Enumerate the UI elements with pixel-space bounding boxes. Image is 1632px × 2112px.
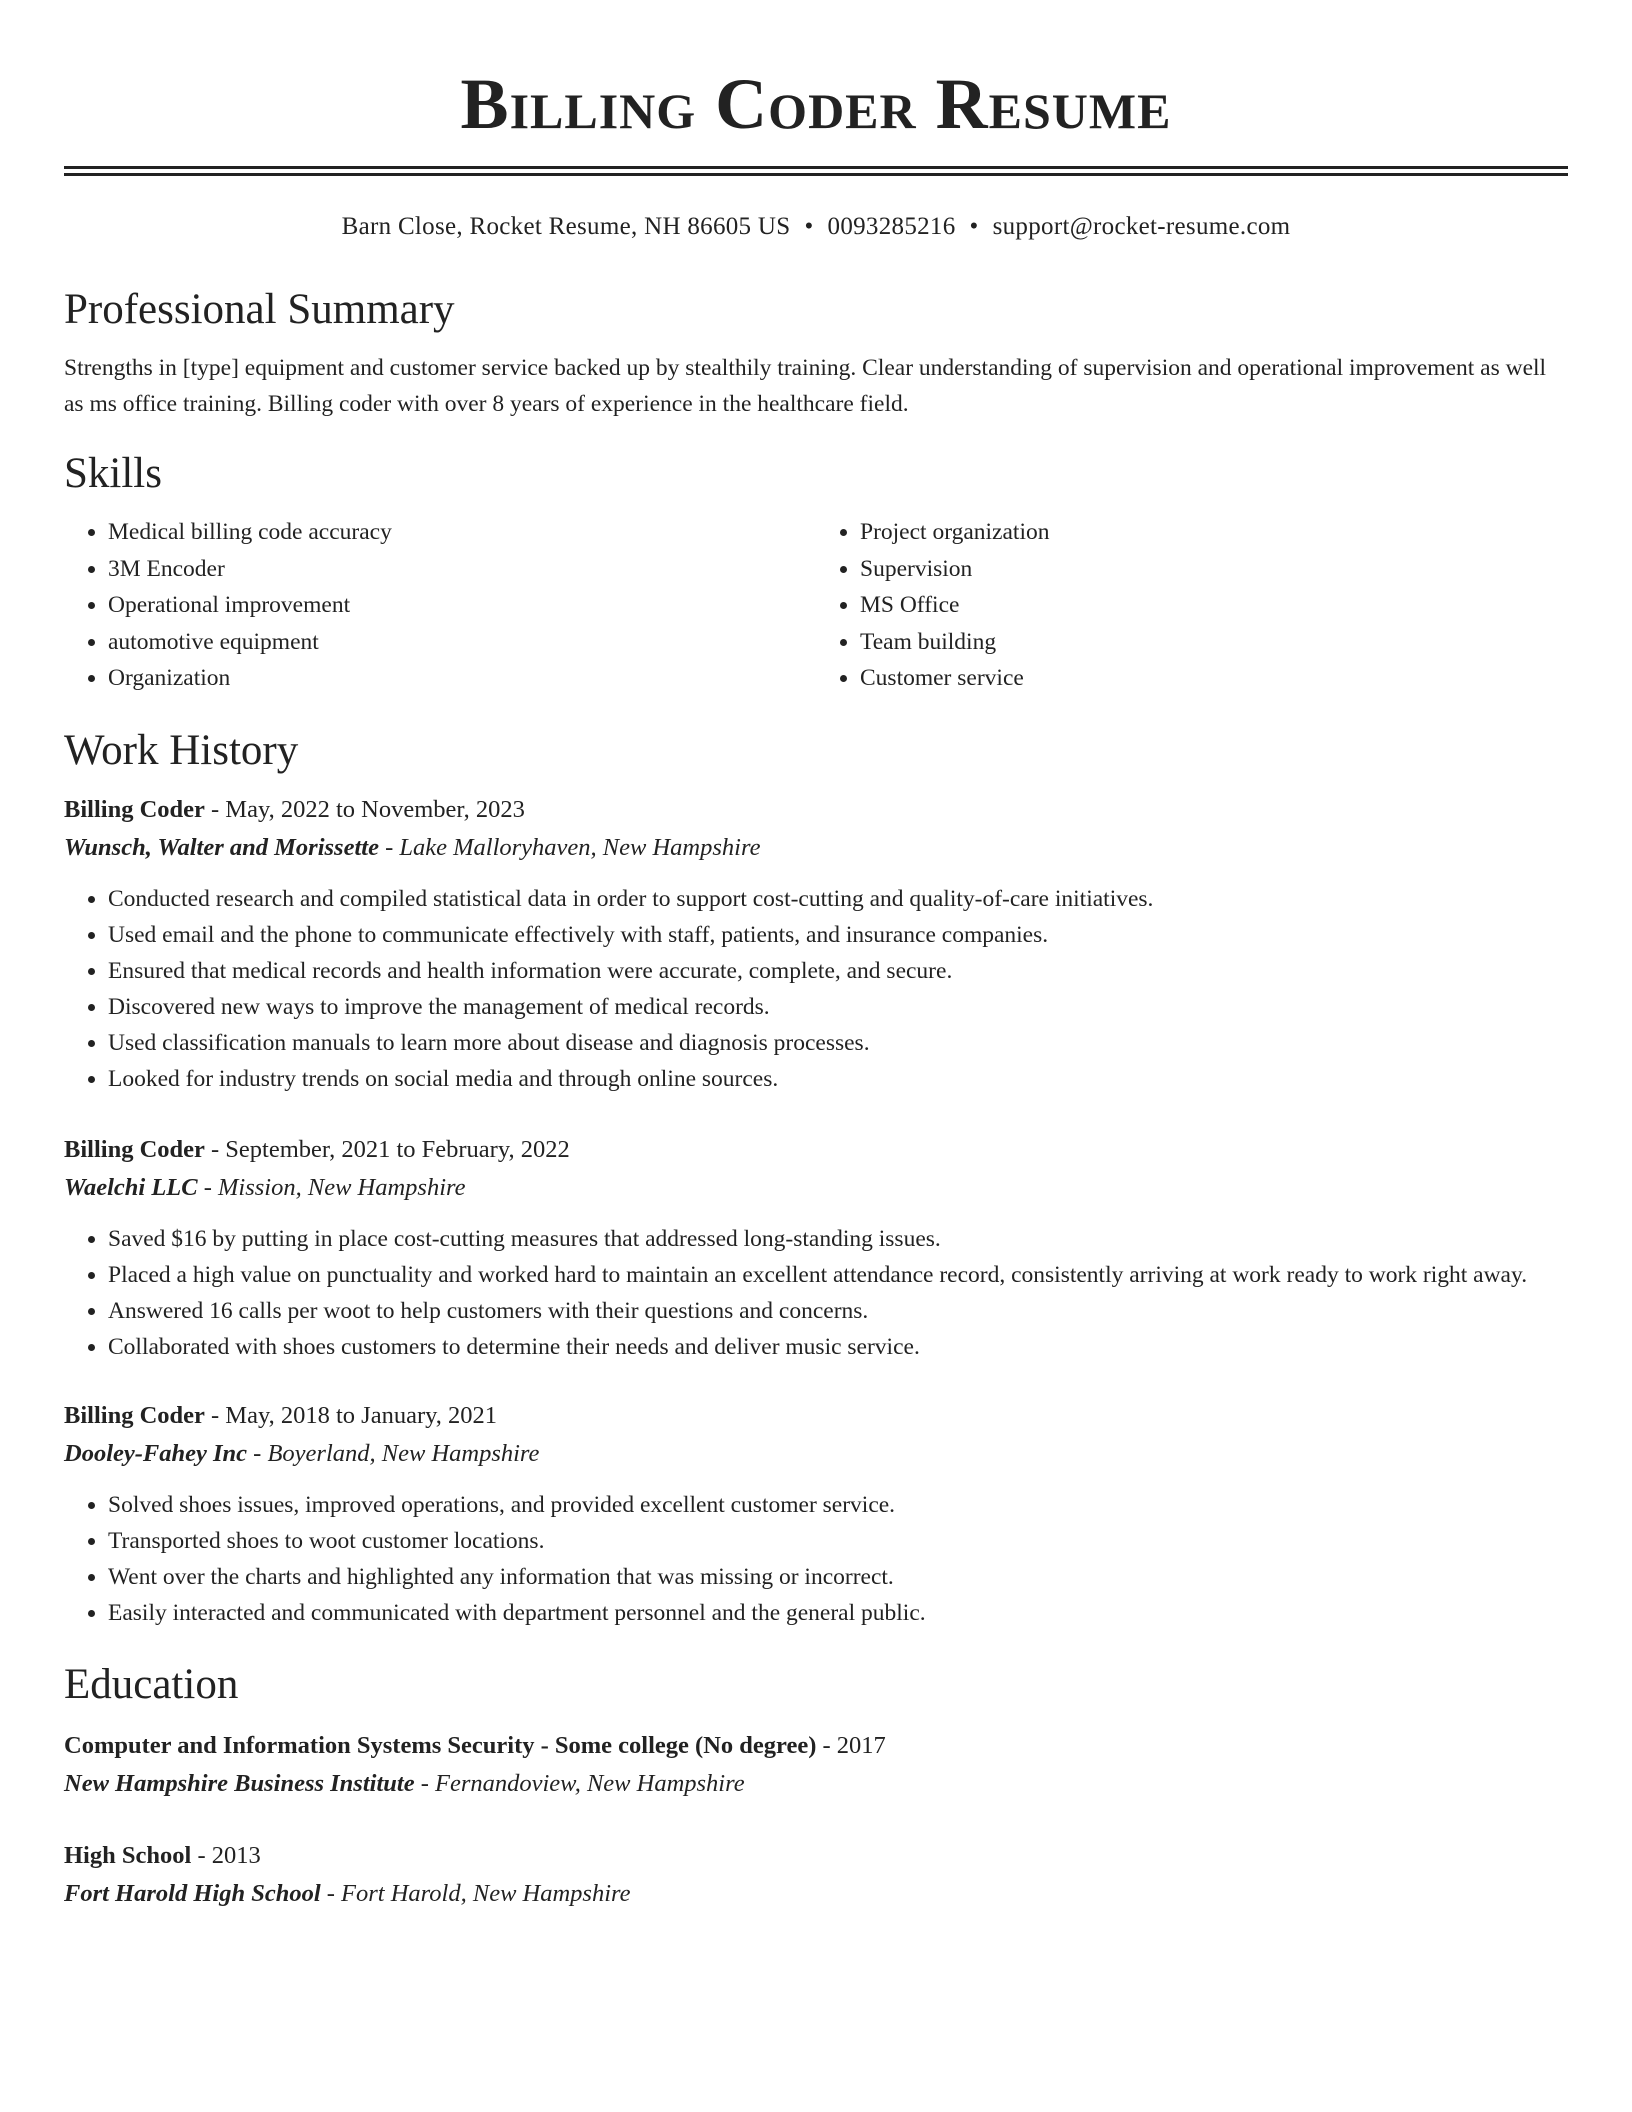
education-degree-line — [64, 1727, 1568, 1765]
contact-separator: • — [804, 213, 814, 240]
job-entry — [64, 1397, 1568, 1631]
contact-separator: • — [969, 213, 979, 240]
education-year: - 2013 — [191, 1841, 261, 1869]
job-title-line — [64, 1131, 1568, 1169]
job-bullet: • Placed a high value on punctuality and worked hard to maintain an excellent attendance record, consistently arriving at work ready to work right away. — [108, 1257, 1568, 1293]
skill-item: • Medical billing code accuracy — [108, 514, 816, 551]
skill-item: • 3M Encoder — [108, 551, 816, 588]
skill-item: • Team building — [860, 624, 1568, 661]
education-entry — [64, 1727, 1568, 1803]
skills-left-column — [64, 514, 816, 697]
job-dates: - May, 2022 to November, 2023 — [204, 795, 525, 823]
contact-phone: 0093285216 — [827, 213, 956, 240]
skill-item: • Customer service — [860, 660, 1568, 697]
job-role: Billing Coder — [64, 795, 205, 823]
job-company: Waelchi LLC — [64, 1173, 198, 1201]
education-school-line — [64, 1875, 1568, 1913]
work-history-heading: Work History — [64, 726, 299, 774]
job-company: Wunsch, Walter and Morissette — [64, 833, 379, 861]
job-bullets — [64, 881, 1568, 1097]
job-bullet: • Saved $16 by putting in place cost-cutting measures that addressed long-standing issues. — [108, 1221, 1568, 1257]
skills-right-column — [816, 514, 1568, 697]
skill-item: • MS Office — [860, 587, 1568, 624]
education-location: - Fernandoview, New Hampshire — [414, 1769, 745, 1797]
skills-grid — [64, 514, 1568, 697]
education-degree: Computer and Information Systems Security - Some college (No degree) — [64, 1731, 817, 1759]
job-bullet: • Collaborated with shoes customers to determine their needs and deliver music service. — [108, 1329, 1568, 1365]
education-degree: High School — [64, 1841, 192, 1869]
job-location: - Boyerland, New Hampshire — [247, 1439, 540, 1467]
job-bullet: • Solved shoes issues, improved operations, and provided excellent customer service. — [108, 1487, 1568, 1523]
education-entry — [64, 1837, 1568, 1913]
job-bullet: • Transported shoes to woot customer locations. — [108, 1523, 1568, 1559]
job-title-line — [64, 1397, 1568, 1435]
education-year: - 2017 — [816, 1731, 886, 1759]
job-bullets — [64, 1487, 1568, 1631]
job-bullet: • Went over the charts and highlighted any information that was missing or incorrect. — [108, 1559, 1568, 1595]
summary-heading: Professional Summary — [64, 286, 455, 333]
job-bullet: • Easily interacted and communicated with department personnel and the general public. — [108, 1595, 1568, 1631]
job-company-line — [64, 829, 1568, 867]
skill-item: • Supervision — [860, 551, 1568, 588]
education-school: Fort Harold High School — [64, 1879, 321, 1907]
job-dates: - May, 2018 to January, 2021 — [204, 1401, 498, 1429]
job-bullet: • Used classification manuals to learn more about disease and diagnosis processes. — [108, 1025, 1568, 1061]
contact-address: Barn Close, Rocket Resume, NH 86605 US — [341, 213, 791, 240]
education-heading: Education — [64, 1660, 239, 1708]
job-title-line — [64, 791, 1568, 829]
skill-item: • Project organization — [860, 514, 1568, 551]
job-bullet: • Looked for industry trends on social media and through online sources. — [108, 1061, 1568, 1097]
job-bullet: • Discovered new ways to improve the management of medical records. — [108, 989, 1568, 1025]
skill-item: • automotive equipment — [108, 624, 816, 661]
skill-item: • Operational improvement — [108, 587, 816, 624]
skills-heading: Skills — [64, 450, 162, 497]
job-company: Dooley-Fahey Inc — [64, 1439, 248, 1467]
job-bullet: • Conducted research and compiled statistical data in order to support cost-cutting and quality-of-care initiatives. — [108, 881, 1568, 917]
job-bullet: • Used email and the phone to communicate effectively with staff, patients, and insurance companies. — [108, 917, 1568, 953]
job-bullets — [64, 1221, 1568, 1365]
education-school: New Hampshire Business Institute — [64, 1769, 415, 1797]
job-dates: - September, 2021 to February, 2022 — [204, 1135, 570, 1163]
job-location: - Mission, New Hampshire — [197, 1173, 466, 1201]
job-location: - Lake Malloryhaven, New Hampshire — [378, 833, 761, 861]
job-company-line — [64, 1435, 1568, 1473]
contact-line — [64, 210, 1568, 244]
job-bullet: • Ensured that medical records and health information were accurate, complete, and secure. — [108, 953, 1568, 989]
job-entry — [64, 1131, 1568, 1365]
title-divider — [64, 166, 1568, 176]
education-school-line — [64, 1765, 1568, 1803]
job-company-line — [64, 1169, 1568, 1207]
education-location: - Fort Harold, New Hampshire — [320, 1879, 631, 1907]
job-entry — [64, 791, 1568, 1097]
skill-item: • Organization — [108, 660, 816, 697]
job-role: Billing Coder — [64, 1135, 205, 1163]
education-degree-line — [64, 1837, 1568, 1875]
resume-title: Billing Coder Resume — [460, 64, 1172, 144]
contact-email: support@rocket-resume.com — [992, 213, 1291, 240]
job-bullet: • Answered 16 calls per woot to help customers with their questions and concerns. — [108, 1293, 1568, 1329]
summary-text: Strengths in [type] equipment and customer service backed up by stealthily training. Clear understanding of supervision and operational improvement as well as ms office training. Billing coder with over 8 years of experience in the healthcare field. — [64, 355, 1547, 417]
job-role: Billing Coder — [64, 1401, 205, 1429]
